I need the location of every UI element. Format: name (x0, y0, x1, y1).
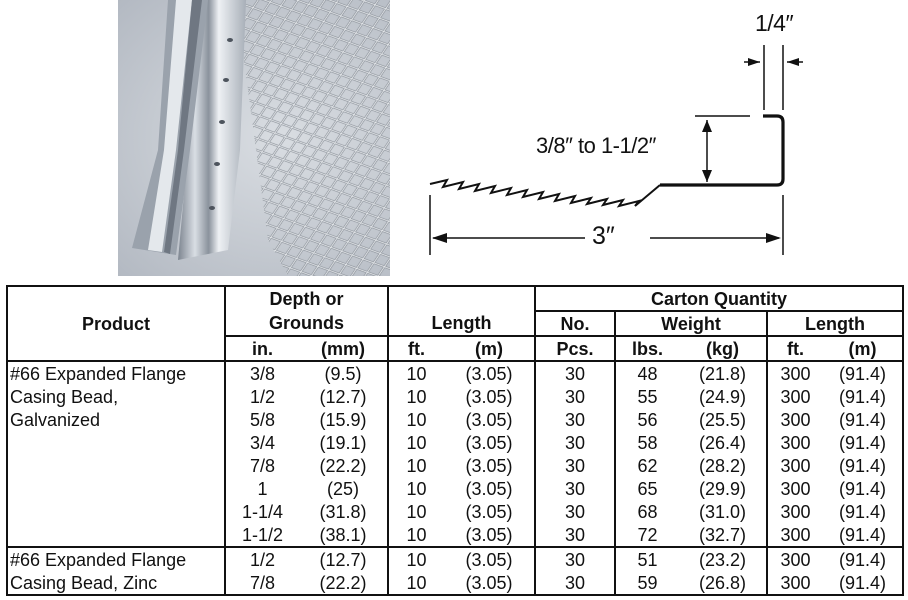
depth-mm-cell: (9.5) (299, 361, 388, 385)
unit-m: (m) (444, 336, 535, 361)
carton-length-m-cell: (91.4) (823, 500, 903, 523)
length-m-cell: (3.05) (444, 454, 535, 477)
weight-kg-cell: (25.5) (679, 408, 767, 431)
length-ft-cell: 10 (406, 455, 427, 476)
table-row (7, 500, 903, 523)
pieces-cell: 30 (535, 431, 615, 454)
depth-in-cell: 3/4 (249, 432, 276, 453)
weight-lbs-cell: 62 (637, 455, 658, 476)
pieces-cell: 30 (535, 571, 615, 595)
thickness-dimension-label: 1/4″ (755, 10, 794, 36)
depth-mm-cell: (31.8) (299, 500, 388, 523)
length-ft-cell: 10 (406, 363, 427, 384)
table-row (7, 431, 903, 454)
weight-lbs-cell: 55 (637, 386, 658, 407)
depth-mm-cell: (12.7) (299, 547, 388, 571)
depth-mm-cell: (19.1) (299, 431, 388, 454)
weight-kg-cell: (26.4) (679, 431, 767, 454)
depth-mm-cell: (22.2) (299, 571, 388, 595)
weight-kg-cell: (26.8) (679, 571, 767, 595)
specifications-table (6, 285, 904, 596)
depth-in-cell: 1/2 (249, 549, 276, 570)
product-cell: Galvanized (7, 408, 225, 431)
carton-length-m-cell: (91.4) (823, 477, 903, 500)
carton-length-ft-cell: 300 (780, 386, 811, 407)
product-cell: #66 Expanded Flange (7, 361, 225, 385)
length-ft-cell: 10 (406, 432, 427, 453)
product-cell (7, 500, 225, 523)
weight-kg-cell: (28.2) (679, 454, 767, 477)
header-length: Length (388, 311, 535, 336)
product-cell (7, 454, 225, 477)
unit-in: in. (225, 336, 299, 361)
depth-dimension-label: 3/8″ to 1-1/2″ (536, 133, 656, 158)
product-cell (7, 523, 225, 547)
weight-lbs-cell: 65 (637, 478, 658, 499)
pieces-cell: 30 (535, 547, 615, 571)
carton-length-ft-cell: 300 (780, 478, 811, 499)
length-m-cell: (3.05) (444, 500, 535, 523)
weight-lbs-cell: 58 (637, 432, 658, 453)
depth-in-cell: 1 (257, 478, 268, 499)
length-m-cell: (3.05) (444, 547, 535, 571)
length-m-cell: (3.05) (444, 571, 535, 595)
weight-lbs-cell: 56 (637, 409, 658, 430)
carton-length-ft-cell: 300 (780, 549, 811, 570)
length-ft-cell: 10 (406, 549, 427, 570)
pieces-cell: 30 (535, 361, 615, 385)
header-row-1 (7, 286, 903, 311)
header-carton-length: Length (767, 311, 903, 336)
unit-kg: (kg) (679, 336, 767, 361)
unit-carton-ft: ft. (767, 336, 823, 361)
table-row (7, 454, 903, 477)
unit-pcs: Pcs. (535, 336, 615, 361)
header-weight: Weight (615, 311, 767, 336)
weight-lbs-cell: 48 (637, 363, 658, 384)
header-carton-quantity: Carton Quantity (535, 286, 903, 311)
product-cell (7, 431, 225, 454)
weight-lbs-cell: 68 (637, 501, 658, 522)
carton-length-m-cell: (91.4) (823, 408, 903, 431)
carton-length-m-cell: (91.4) (823, 361, 903, 385)
profile-drawing (415, 0, 905, 275)
weight-lbs-cell: 72 (615, 523, 679, 547)
width-dimension-label: 3″ (592, 222, 615, 250)
carton-length-m-cell: (91.4) (823, 547, 903, 571)
depth-in-cell: 7/8 (249, 455, 276, 476)
carton-length-m-cell: (91.4) (823, 385, 903, 408)
header-no: No. (535, 311, 615, 336)
pieces-cell: 30 (535, 408, 615, 431)
carton-length-ft-cell: 300 (780, 409, 811, 430)
length-ft-cell: 10 (406, 386, 427, 407)
unit-ft: ft. (388, 336, 444, 361)
depth-mm-cell: (12.7) (299, 385, 388, 408)
pieces-cell: 30 (535, 385, 615, 408)
product-cell: #66 Expanded Flange (7, 547, 225, 571)
casing-bead-photo-illustration (118, 0, 390, 276)
depth-in-cell: 3/8 (249, 363, 276, 384)
depth-mm-cell: (15.9) (299, 408, 388, 431)
depth-in-cell: 7/8 (225, 571, 299, 595)
weight-lbs-cell: 59 (615, 571, 679, 595)
depth-mm-cell: (25) (299, 477, 388, 500)
length-m-cell: (3.05) (444, 523, 535, 547)
length-ft-cell: 10 (406, 478, 427, 499)
depth-in-cell: 5/8 (249, 409, 276, 430)
weight-kg-cell: (21.8) (679, 361, 767, 385)
carton-length-ft-cell: 300 (780, 432, 811, 453)
table-row (7, 477, 903, 500)
length-ft-cell: 10 (388, 571, 444, 595)
length-ft-cell: 10 (406, 409, 427, 430)
table-row (7, 523, 903, 547)
carton-length-m-cell: (91.4) (823, 571, 903, 595)
weight-kg-cell: (23.2) (679, 547, 767, 571)
pieces-cell: 30 (535, 523, 615, 547)
weight-lbs-cell: 51 (637, 549, 658, 570)
header-product: Product (7, 286, 225, 361)
product-cell: Casing Bead, Zinc (7, 571, 225, 595)
unit-mm: (mm) (299, 336, 388, 361)
product-cell: Casing Bead, (7, 385, 225, 408)
length-ft-cell: 10 (406, 501, 427, 522)
length-ft-cell: 10 (388, 523, 444, 547)
unit-carton-m: (m) (823, 336, 903, 361)
pieces-cell: 30 (535, 477, 615, 500)
carton-length-m-cell: (91.4) (823, 454, 903, 477)
weight-kg-cell: (31.0) (679, 500, 767, 523)
table-row (7, 408, 903, 431)
weight-kg-cell: (29.9) (679, 477, 767, 500)
header-depth-top: Depth or (225, 286, 388, 311)
depth-mm-cell: (22.2) (299, 454, 388, 477)
table-row (7, 385, 903, 408)
weight-kg-cell: (24.9) (679, 385, 767, 408)
table-row (7, 571, 903, 595)
carton-length-ft-cell: 300 (767, 571, 823, 595)
carton-length-m-cell: (91.4) (823, 431, 903, 454)
product-photo (118, 0, 390, 276)
length-m-cell: (3.05) (444, 431, 535, 454)
carton-length-ft-cell: 300 (780, 363, 811, 384)
profile-diagram (415, 0, 905, 275)
pieces-cell: 30 (535, 500, 615, 523)
header-depth-bottom: Grounds (225, 311, 388, 336)
unit-lbs: lbs. (615, 336, 679, 361)
carton-length-ft-cell: 300 (767, 523, 823, 547)
header-length-spacer (388, 286, 535, 311)
product-cell (7, 477, 225, 500)
table-row (7, 361, 903, 385)
length-m-cell: (3.05) (444, 361, 535, 385)
depth-in-cell: 1-1/2 (225, 523, 299, 547)
depth-in-cell: 1-1/4 (241, 501, 284, 522)
depth-in-cell: 1/2 (249, 386, 276, 407)
length-m-cell: (3.05) (444, 477, 535, 500)
weight-kg-cell: (32.7) (679, 523, 767, 547)
length-m-cell: (3.05) (444, 385, 535, 408)
pieces-cell: 30 (535, 454, 615, 477)
depth-mm-cell: (38.1) (299, 523, 388, 547)
table-row (7, 547, 903, 571)
length-m-cell: (3.05) (444, 408, 535, 431)
table-body (7, 361, 903, 595)
carton-length-ft-cell: 300 (780, 501, 811, 522)
carton-length-ft-cell: 300 (780, 455, 811, 476)
carton-length-m-cell: (91.4) (823, 523, 903, 547)
